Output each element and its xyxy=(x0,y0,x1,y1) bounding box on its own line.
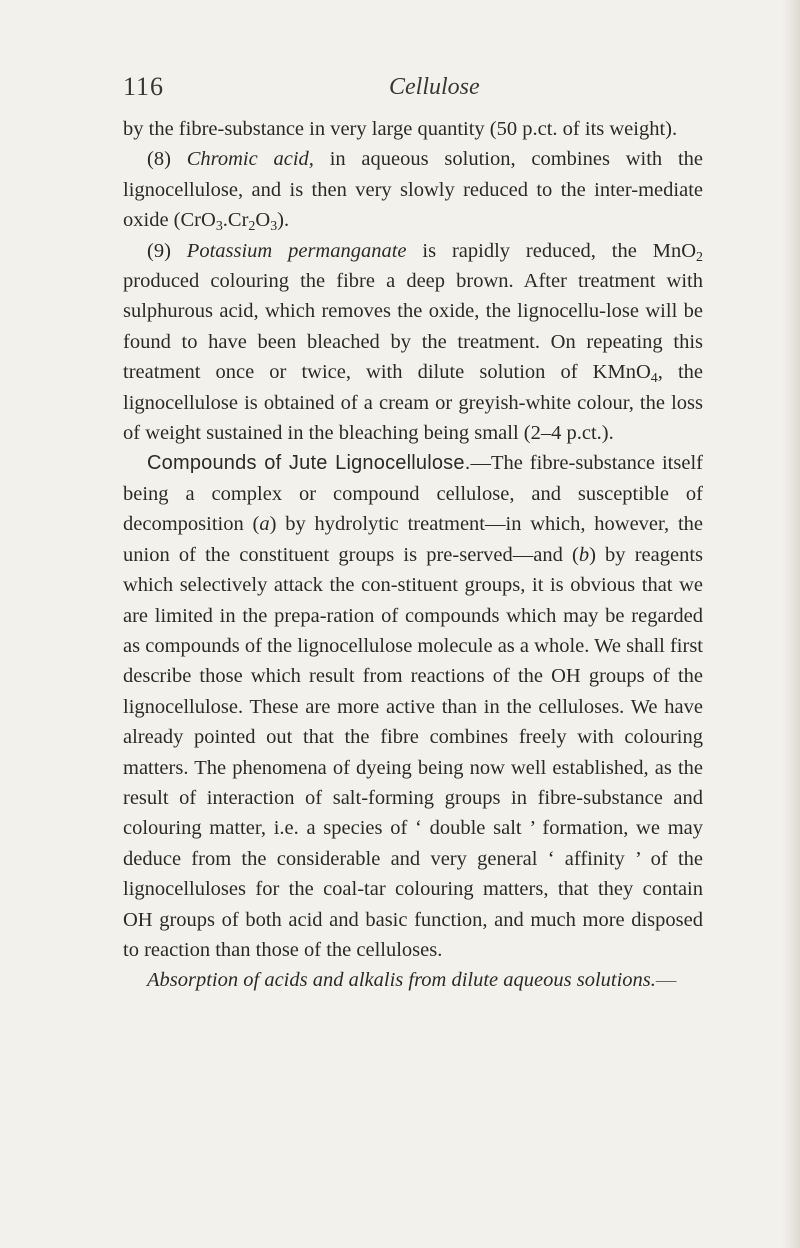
paragraph-text: ). xyxy=(277,209,290,232)
paragraph-text: —The fibre-substance itself being a complex or compound cellulose, and susceptible of decomposition ( xyxy=(123,452,703,536)
paragraph-absorption xyxy=(123,965,703,995)
page-number: 116 xyxy=(123,72,165,101)
list-letter: a xyxy=(259,513,270,536)
paragraph-text: produced colouring the fibre a deep brown. After treatment with sulphurous acid, which removes the oxide, the lignocellu-lose will be found to have been bleached by the treatment. On repeating this treatment once or twice, with dilute solution of KMnO xyxy=(123,270,703,384)
subscript: 2 xyxy=(248,219,256,235)
subscript: 2 xyxy=(696,249,703,265)
paragraph-text: O xyxy=(255,209,271,232)
paragraph-permanganate xyxy=(123,236,703,449)
item-number: (8) xyxy=(147,148,171,171)
subscript: 4 xyxy=(650,371,658,387)
subscript: 3 xyxy=(270,219,278,235)
item-term: Chromic acid, xyxy=(186,148,314,171)
section-heading: Compounds of Jute Lignocellulose. xyxy=(147,452,471,475)
page-header xyxy=(123,72,703,108)
paragraph-text: ) by reagents which selectively attack the con-stituent groups, it is obvious that we are limited in the prepa-ration of compounds which may be regarded as compounds of the lignocellulose molecule as a whole. We shall first describe those which result from reactions of the OH groups of the lignocellulose. These are more active than in the celluloses. We have already pointed out that the fibre combines freely with colouring matters. The phenomena of dyeing being now well established, as the result of interaction of salt-forming groups in fibre-substance and colouring matter, i.e. a species of ‘ double salt ’ formation, we may deduce from the considerable and very general ‘ affinity ’ of the lignocelluloses for the coal-tar colouring matters, that they contain OH groups of both acid and basic function, and much more disposed to reaction than those of the celluloses. xyxy=(123,543,704,961)
paragraph-continuation xyxy=(123,114,703,144)
paragraph-text: , the lignocellulose is obtained of a cream or greyish-white colour, the loss of weight sustained in the bleaching being small (2–4 p.ct.). xyxy=(123,361,703,445)
running-title: Cellulose xyxy=(389,74,480,100)
paragraph-text: is rapidly reduced, the MnO xyxy=(422,239,697,262)
paragraph-text: .Cr xyxy=(222,209,249,232)
item-number: (9) xyxy=(147,239,171,262)
body-text xyxy=(123,114,703,996)
dash: — xyxy=(655,969,677,992)
paragraph-text: by the fibre-substance in very large quantity (50 p.ct. of its weight). xyxy=(123,118,678,140)
subscript: 3 xyxy=(215,219,223,235)
item-term: Potassium permanganate xyxy=(186,239,407,262)
item-term: Absorption of acids and alkalis from dilute aqueous solutions. xyxy=(147,969,656,992)
paragraph-text: in aqueous solution, combines with the lignocellulose, and is then very slowly reduced to the inter-mediate oxide (CrO xyxy=(123,148,704,232)
paragraph-compounds xyxy=(123,448,703,965)
paragraph-text: ) by hydrolytic treatment—in which, however, the union of the constituent groups is pre-served—and ( xyxy=(123,513,703,566)
list-letter: b xyxy=(578,543,590,566)
paragraph-chromic-acid xyxy=(123,144,703,235)
page-edge-shadow xyxy=(782,0,800,1248)
